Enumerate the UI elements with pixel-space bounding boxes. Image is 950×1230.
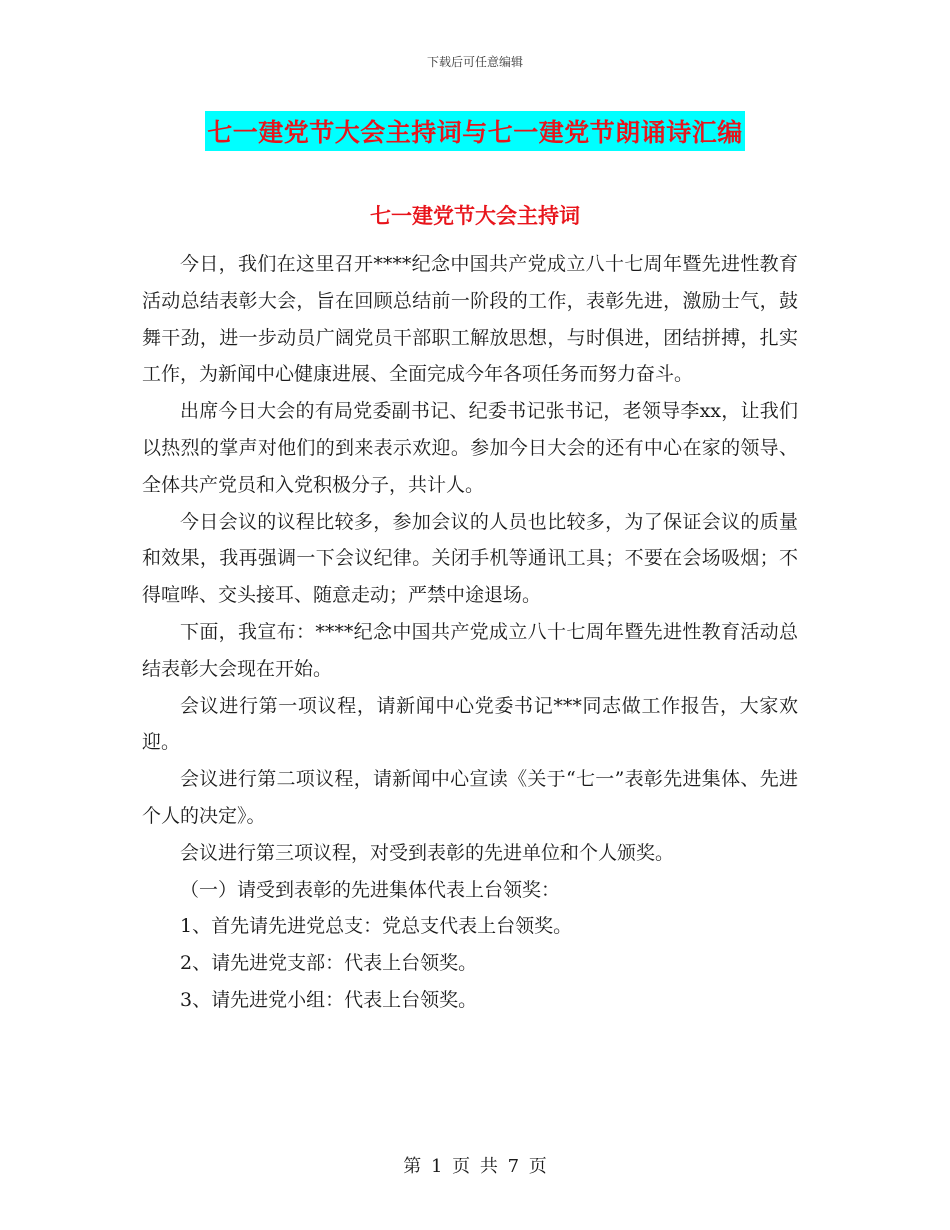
- document-title-container: [0, 111, 950, 151]
- section-title: 七一建党节大会主持词: [370, 203, 580, 228]
- paragraph-announcement: 下面，我宣布：****纪念中国共产党成立八十七周年暨先进性教育活动总结表彰大会现在开始。: [142, 620, 798, 680]
- paragraph-agenda-3: 会议进行第三项议程，对受到表彰的先进单位和个人颁奖。: [180, 841, 675, 864]
- page-header-note: 下载后可任意编辑: [426, 55, 523, 69]
- paragraph-award-1: 1、首先请先进党总支：党总支代表上台领奖。: [180, 915, 573, 938]
- paragraph-award-2: 2、请先进党支部：代表上台领奖。: [180, 952, 478, 975]
- page-number: 第 1 页 共 7 页: [403, 1156, 547, 1177]
- paragraph-attendees: 出席今日大会的有局党委副书记、纪委书记张书记，老领导李xx，让我们以热烈的掌声对他们的到来表示欢迎。参加今日大会的还有中心在家的领导、全体共产党员和入党积极分子，共计人。: [142, 400, 798, 496]
- paragraph-award-3: 3、请先进党小组：代表上台领奖。: [180, 988, 478, 1011]
- paragraph-award-group: （一）请受到表彰的先进集体代表上台领奖：: [180, 878, 561, 901]
- paragraph-opening: 今日，我们在这里召开****纪念中国共产党成立八十七周年暨先进性教育活动总结表彰大会，旨在回顾总结前一阶段的工作，表彰先进，激励士气，鼓舞干劲，进一步动员广阔党员干部职工解放思想，与时俱进，团结拼搏，扎实工作，为新闻中心健康进展、全面完成今年各项任务而努力奋斗。: [142, 253, 798, 386]
- paragraph-discipline: 今日会议的议程比较多，参加会议的人员也比较多，为了保证会议的质量和效果，我再强调一下会议纪律。关闭手机等通讯工具；不要在会场吸烟；不得喧哗、交头接耳、随意走动；严禁中途退场。: [142, 510, 798, 607]
- document-body: [142, 246, 798, 1019]
- document-title: 七一建党节大会主持词与七一建党节朗诵诗汇编: [205, 111, 745, 151]
- paragraph-agenda-1: 会议进行第一项议程，请新闻中心党委书记***同志做工作报告，大家欢迎。: [142, 694, 798, 754]
- paragraph-agenda-2: 会议进行第二项议程，请新闻中心宣读《关于“七一”表彰先进集体、先进个人的决定》。: [142, 768, 798, 827]
